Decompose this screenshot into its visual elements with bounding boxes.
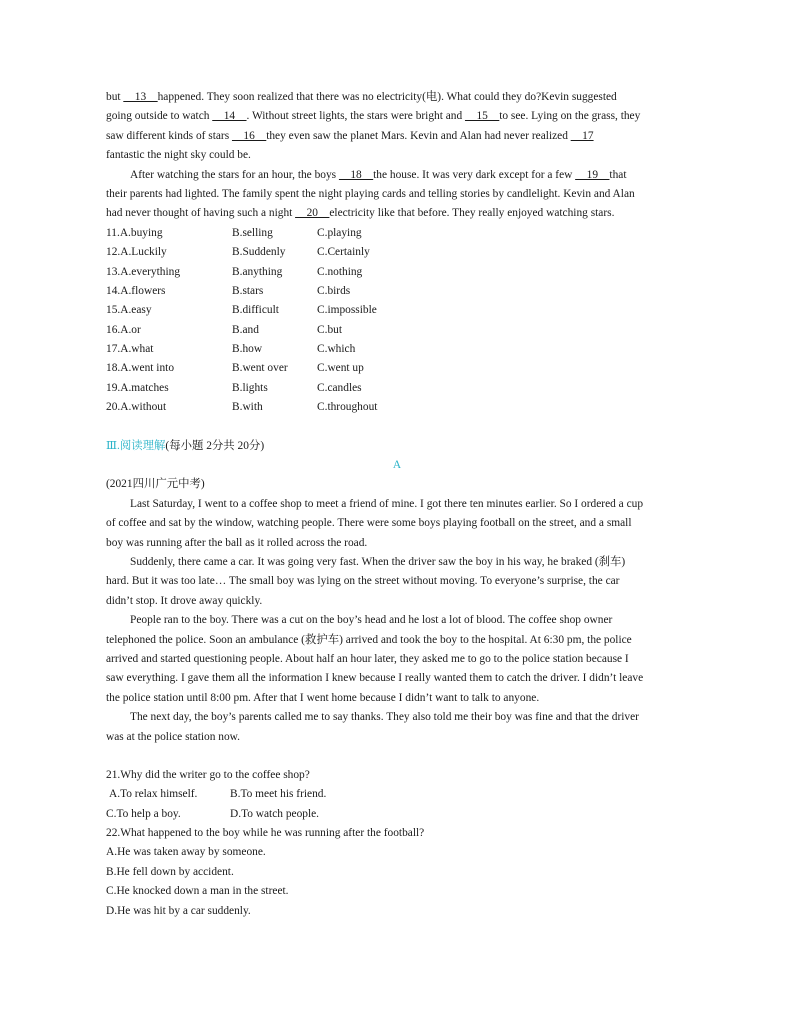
option-row: 11.A.buying B.selling C.playing xyxy=(106,226,362,239)
option-21-b: B.To meet his friend. xyxy=(230,788,327,801)
question-21-options xyxy=(106,785,688,804)
section-title: Ⅲ.阅读理解 xyxy=(106,439,166,452)
question-22: 22.What happened to the boy while he was running after the football? xyxy=(106,827,425,840)
option-row: 20.A.without B.with C.throughout xyxy=(106,401,378,414)
question-21-options xyxy=(106,805,688,824)
option-22-a: A.He was taken away by someone. xyxy=(106,846,266,859)
passage-line: had never thought of having such a night __20__electricity like that before. They really enjoyed watching stars. xyxy=(106,207,615,220)
option-row: 18.A.went into B.went over C.went up xyxy=(106,362,364,375)
passage-line: going outside to watch __14__. Without street lights, the stars were bright and __15__to see. Lying on the grass, they xyxy=(106,110,641,123)
option-21-d: D.To watch people. xyxy=(230,807,320,820)
reading-line: hard. But it was too late… The small boy was lying on the street without moving. To everyone’s surprise, the car xyxy=(106,575,620,588)
passage-line: saw different kinds of stars __16__they even saw the planet Mars. Kevin and Alan had never realized __17 xyxy=(106,129,594,142)
question-21: 21.Why did the writer go to the coffee shop? xyxy=(106,768,310,781)
reading-line: was at the police station now. xyxy=(106,730,241,743)
option-row: 16.A.or B.and C.but xyxy=(106,323,343,336)
blank-15: __15__ xyxy=(465,110,500,123)
page-content xyxy=(106,88,688,921)
part-label: A xyxy=(392,459,402,472)
reading-line: arrived and started questioning people. About half an hour later, they asked me to go to the police station because I xyxy=(106,652,629,665)
blank-17: __17 xyxy=(570,129,594,142)
source-label: (2021四川广元中考) xyxy=(106,478,205,491)
passage-line: their parents had lighted. The family spent the night playing cards and telling stories by candlelight. Kevin and Alan xyxy=(106,187,635,200)
option-row: 19.A.matches B.lights C.candles xyxy=(106,381,362,394)
option-row: 14.A.flowers B.stars C.birds xyxy=(106,284,351,297)
option-row: 15.A.easy B.difficult C.impossible xyxy=(106,304,377,317)
reading-line: of coffee and sat by the window, watching people. There were some boys playing football on the street, and a small xyxy=(106,517,632,530)
reading-line: Suddenly, there came a car. It was going very fast. When the driver saw the boy in his way, he braked (刹车) xyxy=(130,555,626,568)
reading-line: boy was running after the ball as it rolled across the road. xyxy=(106,536,368,549)
spacer xyxy=(106,418,688,437)
reading-line: telephoned the police. Soon an ambulance (救护车) arrived and took the boy to the hospital. At 6:30 pm, the police xyxy=(106,633,632,646)
passage-line: but __13__happened. They soon realized that there was no electricity(电). What could they do?Kevin suggested xyxy=(106,91,617,103)
blank-18: __18__ xyxy=(338,168,374,181)
reading-line: The next day, the boy’s parents called me to say thanks. They also told me their boy was fine and that the driver xyxy=(130,711,639,724)
reading-line: Last Saturday, I went to a coffee shop to meet a friend of mine. I got there ten minutes earlier. So I ordered a cup xyxy=(130,497,644,510)
option-row: 13.A.everything B.anything C.nothing xyxy=(106,265,363,278)
option-22-d: D.He was hit by a car suddenly. xyxy=(106,904,251,917)
reading-line: didn’t stop. It drove away quickly. xyxy=(106,594,263,607)
reading-line: the police station until 8:00 pm. After that I went home because I didn’t want to talk to anyone. xyxy=(106,691,540,704)
passage-line: fantastic the night sky could be. xyxy=(106,149,251,162)
option-21-a: A.To relax himself. xyxy=(109,788,198,801)
blank-20: __20__ xyxy=(295,207,330,220)
passage-line: After watching the stars for an hour, the boys __18__the house. It was very dark except for a few __19__that xyxy=(130,168,627,181)
reading-line: saw everything. I gave them all the information I knew because I really wanted them to catch the driver. I didn’t leave xyxy=(106,672,644,685)
blank-19: __19__ xyxy=(575,168,610,181)
options-list xyxy=(106,224,688,418)
blank-13: __13__ xyxy=(123,91,158,103)
option-21-c: C.To help a boy. xyxy=(106,807,181,820)
blank-16: __16__ xyxy=(232,129,267,142)
option-row: 12.A.Luckily B.Suddenly C.Certainly xyxy=(106,246,370,259)
spacer xyxy=(106,747,688,766)
option-22-c: C.He knocked down a man in the street. xyxy=(106,885,289,898)
option-22-b: B.He fell down by accident. xyxy=(106,865,234,878)
section-header xyxy=(106,437,688,456)
section-note: (每小题 2分共 20分) xyxy=(165,439,265,452)
blank-14: __14__ xyxy=(212,110,247,123)
reading-line: People ran to the boy. There was a cut on the boy’s head and he lost a lot of blood. The coffee shop owner xyxy=(130,614,613,627)
option-row: 17.A.what B.how C.which xyxy=(106,343,356,356)
